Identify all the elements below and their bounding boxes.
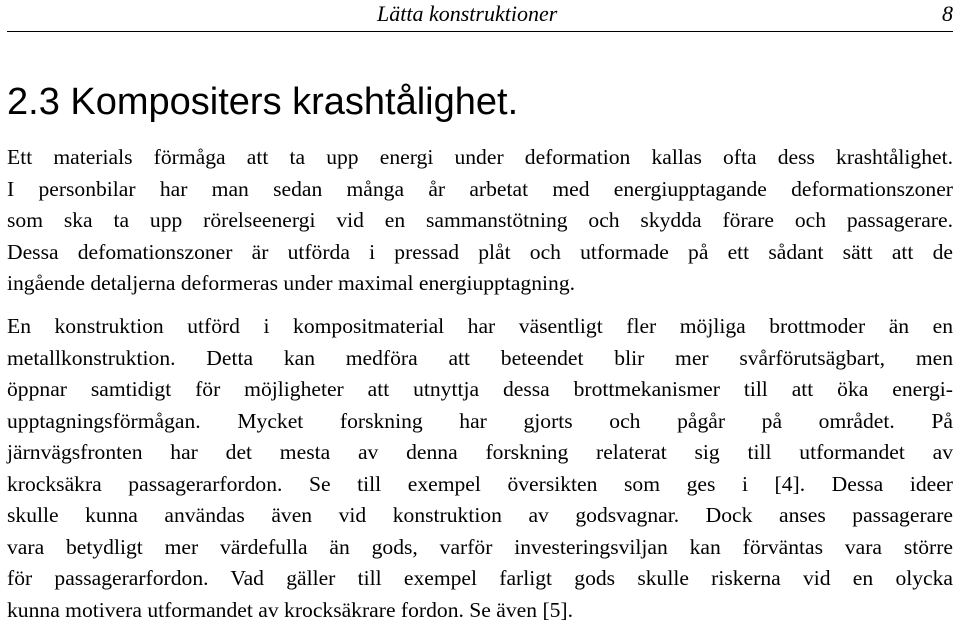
page-number: 8	[942, 0, 953, 28]
paragraph-line: En konstruktion utförd i kompositmaterial har väsentligt fler möjliga brottmoder än en	[7, 311, 953, 343]
paragraph-line: för passagerarfordon. Vad gäller till exempel farligt gods skulle riskerna vid en olycka	[7, 563, 953, 595]
paragraph-line: järnvägsfronten har det mesta av denna forskning relaterat sig till utformandet av	[7, 437, 953, 469]
paragraph-line: skulle kunna användas även vid konstruktion av godsvagnar. Dock anses passagerare	[7, 500, 953, 532]
paragraph-line: vara betydligt mer värdefulla än gods, varför investeringsviljan kan förväntas vara större	[7, 532, 953, 564]
paragraph-line: Ett materials förmåga att ta upp energi under deformation kallas ofta dess krashtålighet.	[7, 142, 953, 174]
paragraph-line: krocksäkra passagerarfordon. Se till exempel översikten som ges i [4]. Dessa ideer	[7, 469, 953, 501]
paragraph-line: metallkonstruktion. Detta kan medföra att beteendet blir mer svårförutsägbart, men	[7, 343, 953, 375]
paragraph-2	[7, 311, 953, 626]
header-title: Lätta konstruktioner	[377, 0, 557, 28]
paragraph-line: ingående detaljerna deformeras under maximal energiupptagning.	[7, 268, 953, 300]
paragraph-line: öppnar samtidigt för möjligheter att utnyttja dessa brottmekanismer till att öka energi-	[7, 374, 953, 406]
running-header	[7, 0, 953, 30]
paragraph-1	[7, 142, 953, 300]
paragraph-line: som ska ta upp rörelseenergi vid en sammanstötning och skydda förare och passagerare.	[7, 205, 953, 237]
header-rule	[7, 31, 953, 32]
paragraph-line: upptagningsförmågan. Mycket forskning har gjorts och pågår på området. På	[7, 406, 953, 438]
section-heading: 2.3 Kompositers krashtålighet.	[7, 79, 518, 125]
paragraph-line: Dessa defomationszoner är utförda i pressad plåt och utformade på ett sådant sätt att de	[7, 237, 953, 269]
paragraph-line: I personbilar har man sedan många år arbetat med energiupptagande deformationszoner	[7, 174, 953, 206]
paragraph-line: kunna motivera utformandet av krocksäkrare fordon. Se även [5].	[7, 595, 953, 626]
